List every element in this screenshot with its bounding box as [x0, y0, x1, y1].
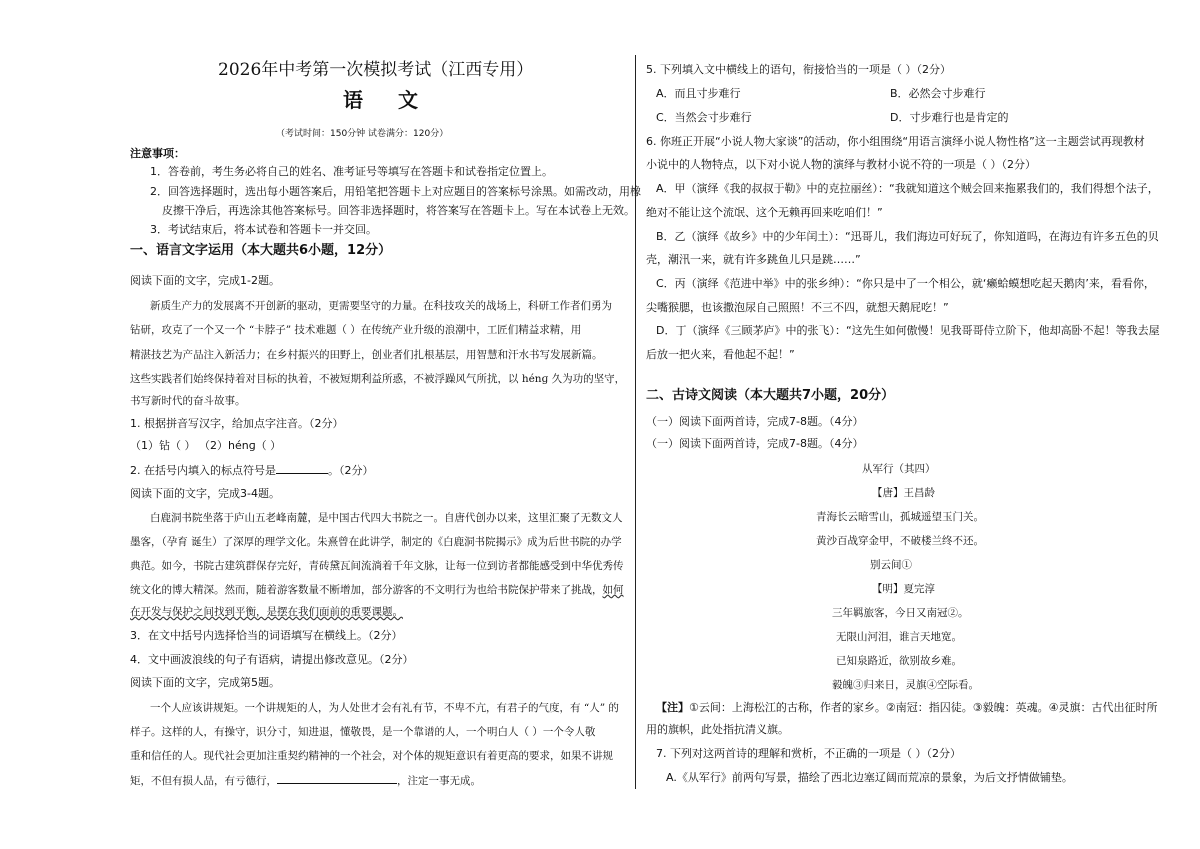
- note-item: 皮擦干净后，再选涂其他答案标号。回答非选择题时，将答案写在答题卡上。写在本试卷上无效。: [162, 204, 635, 217]
- question-6: 小说中的人物特点，以下对小说人物的演绎与教材小说不符的一项是（ ）（2分）: [646, 158, 1036, 171]
- passage-line: 精湛技艺为产品注入新活力；在乡村振兴的田野上，创业者们扎根基层，用智慧和汗水书写发展新篇。: [130, 349, 603, 361]
- poem-notes: [656, 700, 1157, 716]
- passage-text: ，注定一事无成。: [397, 775, 481, 787]
- question-4: 4．文中画波浪线的句子有语病，请提出修改意见。（2分）: [130, 653, 414, 666]
- option-b: 壳，潮汛一来，就有许多跳鱼儿只是跳……”: [646, 253, 861, 266]
- question-2-text: 2. 在括号内填入的标点符号是: [130, 464, 276, 477]
- answer-blank: [276, 462, 328, 474]
- option-d: D．寸步难行也是肯定的: [890, 111, 1009, 124]
- question-1-parts: （1）钻（ ） （2）hénɡ（ ）: [130, 439, 282, 452]
- question-1: 1. 根据拼音写汉字，给加点字注音。（2分）: [130, 417, 344, 430]
- exam-info: （考试时间：150分钟 试卷满分：120分）: [276, 129, 449, 139]
- passage-line: 白鹿洞书院坐落于庐山五老峰南麓，是中国古代四大书院之一。自唐代创办以来，这里汇聚了无数文人: [150, 512, 623, 524]
- option-a: A．而且寸步难行: [656, 87, 741, 100]
- passage-line: 新质生产力的发展离不开创新的驱动，更需要坚守的力量。在科技攻关的战场上，科研工作者们勇为: [150, 300, 612, 312]
- exam-subject: 语 文: [343, 88, 432, 112]
- passage-line: 这些实践者们始终保持着对目标的执着，不被短期利益所惑，不被浮躁风气所扰，以 hénɡ 久为功的坚守，: [130, 373, 626, 385]
- section2-heading: 二、古诗文阅读（本大题共7小题，20分）: [646, 388, 895, 403]
- option-a: A．甲（演绎《我的叔叔于勒》中的克拉丽丝）：“我就知道这个贼会回来拖累我们的，我们得想个法子，: [656, 182, 1159, 195]
- poem-line: 无限山河泪，谁言天地宽。: [836, 631, 962, 643]
- passage-line: [130, 582, 624, 598]
- reading-intro: 阅读下面的文字，完成3-4题。: [130, 487, 280, 500]
- passage-line: [130, 772, 481, 789]
- poem-line: 青海长云暗雪山，孤城遥望玉门关。: [816, 511, 984, 523]
- reading-intro: 阅读下面的文字，完成第5题。: [130, 676, 280, 689]
- poem-line: 已知泉路近，欲别故乡难。: [836, 655, 962, 667]
- passage-line: 一个人应该讲规矩。一个讲规矩的人，为人处世才会有礼有节，不卑不亢，有君子的气度，有 “人” 的: [150, 702, 619, 714]
- passage-line: 重和信任的人。现代社会更加注重契约精神的一个社会，对个体的规矩意识有着更高的要求，如果不讲规: [130, 750, 613, 762]
- question-2-score: 。（2分）: [328, 464, 374, 477]
- option-b: B．必然会寸步难行: [890, 87, 986, 100]
- poem1-author: 【唐】王昌龄: [872, 487, 935, 499]
- poem-notes: 用的旗帜，此处指抗清义旗。: [646, 723, 789, 736]
- wavy-sentence: 如何: [602, 584, 624, 596]
- passage-line: 书写新时代的奋斗故事。: [130, 395, 246, 407]
- option-c: C．当然会寸步难行: [656, 111, 752, 124]
- section1-heading: 一、语言文字运用（本大题共6小题，12分）: [130, 243, 392, 258]
- poem1-title: 从军行（其四）: [862, 463, 936, 475]
- question-7: 7. 下列对这两首诗的理解和赏析，不正确的一项是（ ）（2分）: [656, 747, 961, 760]
- note-item: 2．回答选择题时，选出每小题答案后，用铅笔把答题卡上对应题目的答案标号涂黑。如需改动，用橡: [150, 185, 641, 198]
- question-2: [130, 462, 374, 479]
- subsection-intro: （一）阅读下面两首诗，完成7-8题。（4分）: [646, 415, 864, 428]
- poem-line: 黄沙百战穿金甲，不破楼兰终不还。: [816, 535, 984, 547]
- note-text: ①云间：上海松江的古称，作者的家乡。②南冠：指囚徒。③毅魄：英魂。④灵旗：古代出征时所: [689, 701, 1158, 714]
- subsection-intro: （一）阅读下面两首诗，完成7-8题。（4分）: [646, 437, 864, 450]
- note-label: 【注】: [656, 701, 689, 714]
- option-b: B．乙（演绎《故乡》中的少年闰土）：“迅哥儿，我们海边可好玩了，你知道吗，在海边有许多五色的贝: [656, 230, 1159, 243]
- option-c: C．丙（演绎《范进中举》中的张乡绅）：“你只是中了一个相公，就‘癞蛤蟆想吃起天鹅肉’来，看看你，: [656, 277, 1155, 290]
- note-item: 3．考试结束后，将本试卷和答题卡一并交回。: [150, 223, 377, 236]
- question-5: 5. 下列填入文中横线上的语句，衔接恰当的一项是（ ）（2分）: [646, 63, 951, 76]
- notes-label: 注意事项：: [130, 147, 185, 160]
- reading-intro: 阅读下面的文字，完成1-2题。: [130, 274, 280, 287]
- wavy-sentence: 在开发与保护之间找到平衡，是摆在我们面前的重要课题。: [130, 606, 403, 618]
- passage-line: 典范。如今，书院古建筑群保存完好，青砖黛瓦间流淌着千年文脉，让每一位到访者都能感受到中华优秀传: [130, 560, 624, 572]
- poem-line: 毅魄③归来日，灵旗④空际看。: [832, 679, 979, 691]
- option-d: D．丁（演绎《三顾茅庐》中的张飞）：“这先生如何傲慢！见我哥哥侍立阶下，他却高卧不起！等我去屋: [656, 324, 1160, 337]
- option-a: 绝对不能让这个流氓、这个无赖再回来吃咱们！”: [646, 206, 883, 219]
- poem2-title: 别云间①: [870, 559, 912, 571]
- passage-text: 统文化的博大精深。然而，随着游客数量不断增加，部分游客的不文明行为也给书院保护带来了挑战，: [130, 584, 603, 596]
- answer-blank: [277, 772, 397, 784]
- column-divider: [635, 55, 636, 789]
- passage-line: 样子。这样的人，有操守，识分寸，知进退，懂敬畏，是一个靠谱的人，一个明白人（ ）一个令人敬: [130, 726, 596, 738]
- poem2-author: 【明】夏完淳: [872, 583, 935, 595]
- poem-line: 三年羁旅客，今日又南冠②。: [832, 607, 969, 619]
- option-d: 后放一把火来，看他起不起！”: [646, 348, 795, 361]
- note-item: 1．答卷前，考生务必将自己的姓名、准考证号等填写在答题卡和试卷指定位置上。: [150, 165, 553, 178]
- option-c: 尖嘴猴腮，也该撒泡尿自己照照！不三不四，就想天鹅屁吃！”: [646, 301, 949, 314]
- exam-title: 2026年中考第一次模拟考试（江西专用）: [218, 60, 534, 80]
- passage-line: 墨客，（孕育 诞生）了深厚的理学文化。朱熹曾在此讲学，制定的《白鹿洞书院揭示》成为后世书院的办学: [130, 536, 622, 548]
- passage-text: 矩，不但有损人品，有亏德行，: [130, 775, 277, 787]
- question-6: 6. 你班正开展“小说人物大家谈”的活动，你小组围绕“用语言演绎小说人物性格”这一主题尝试再现教材: [646, 135, 1145, 148]
- passage-line: 钻研，攻克了一个又一个 “卡脖子” 技术难题（ ）在传统产业升级的浪潮中，工匠们精益求精，用: [130, 324, 582, 336]
- option-a: A.《从军行》前两句写景，描绘了西北边塞辽阔而荒凉的景象，为后文抒情做铺垫。: [666, 771, 1073, 784]
- question-3: 3．在文中括号内选择恰当的词语填写在横线上。（2分）: [130, 629, 403, 642]
